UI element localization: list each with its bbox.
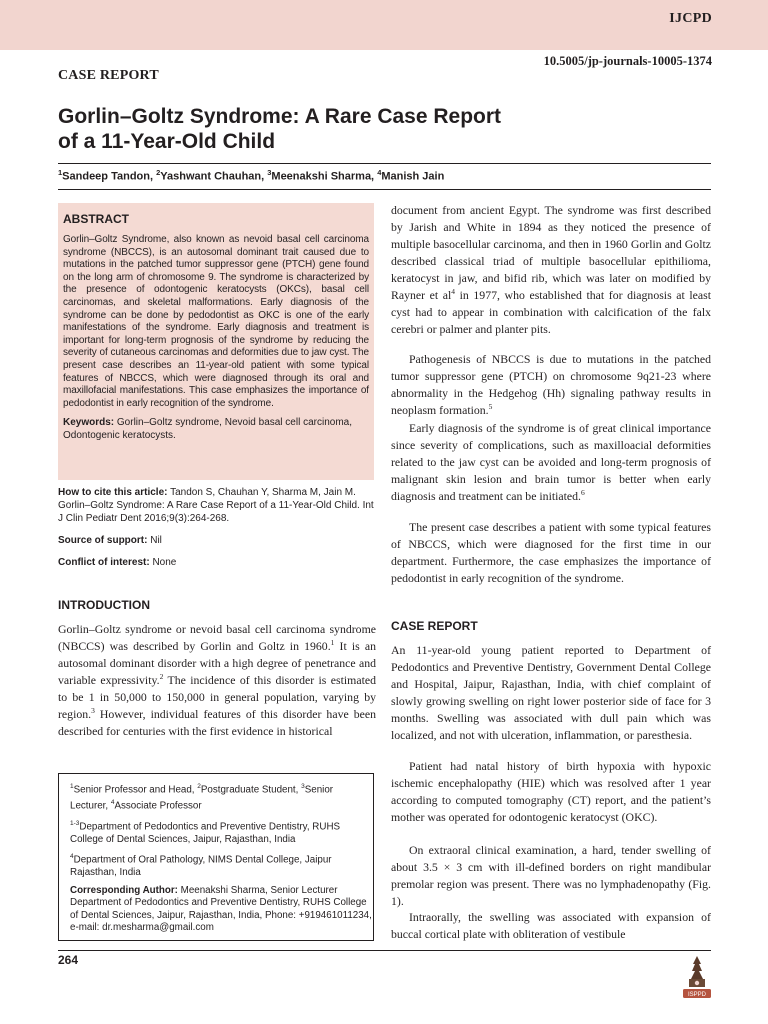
- affiliation-ruhs: [70, 818, 373, 846]
- abstract-text: Gorlin–Goltz Syndrome, also known as nevoid basal cell carcinoma syndrome (NBCCS), is an autosomal dominant trait caused due to mutations in the patched tumor suppressor gene (PTCH) gene found on the long arm of chromosome 9. The syndrome is characterized by the presence of odontogenic keratocysts (OKCs), basal cell carcinomas, and skeletal malformations. Early diagnosis of the syndrome can be done by pedodontist as OKC is one of the early manifestations of the syndrome. Early diagnosis and treatment is important for long-term prognosis of the syndrome by reducing the severity of cutaneous carcinomas and deformities due to jaw cyst. The present case describes an 11-year-old patient with some typical features of NBCCS, which were diagnosed through its oral and maxillofacial manifestations. This case emphasizes the importance of pedodontist in early recognition of the syndrome.: [63, 234, 369, 409]
- author-4-num: 4: [377, 168, 382, 177]
- corr-text: Meenakshi Sharma, Senior Lecturer Department of Pedodontics and Preventive Dentistry, RUHS College of Dental Sciences, Jaipur, Rajasthan, India, Phone: +919461011234, e-mail: dr.mesharma@gmail.com: [70, 884, 372, 934]
- aff-num-4b: 4: [70, 853, 74, 861]
- author-rule: [58, 189, 711, 190]
- author-3-num: 3: [267, 168, 272, 177]
- rc1-text-b: in 1977, who established that for diagnosis at least cyst had to appear in combination with calcification of the falx cerebri or palmer and planter pits.: [391, 288, 712, 336]
- support-label: Source of support:: [58, 535, 148, 546]
- abstract-heading: ABSTRACT: [63, 212, 129, 226]
- abstract-box: [58, 203, 374, 480]
- affiliation-nims: [70, 851, 373, 879]
- right-paragraph-1: [391, 202, 711, 338]
- rc4-text: The present case describes a patient with some typical features of NBCCS, which were diagnosed for the first time in our department. Furthermore, the case emphasizes the importance of pedodontist in early recognition of the syndrome.: [391, 520, 711, 585]
- aff-num-3: 3: [301, 783, 305, 790]
- doi[interactable]: 10.5005/jp-journals-10005-1374: [543, 54, 712, 68]
- citation-label: How to cite this article:: [58, 487, 168, 498]
- introduction-heading: INTRODUCTION: [58, 598, 150, 612]
- keywords: [63, 417, 369, 442]
- ref-6[interactable]: 6: [581, 488, 585, 498]
- keywords-text: Gorlin–Goltz syndrome, Nevoid basal cell carcinoma, Odontogenic keratocysts.: [63, 417, 353, 441]
- aff-role-1: Senior Professor and Head,: [73, 784, 198, 796]
- ref-2[interactable]: 2: [159, 672, 164, 682]
- rc6-text: Patient had natal history of birth hypoxia with hypoxic ischemic encephalopathy (HIE) which was resolved after 1 year according to computed tomography (CT) report, and the patient’s mother was operated for odontogenic keratocyst (OKC).: [391, 759, 711, 824]
- rc7-text: On extraoral clinical examination, a hard, tender swelling of about 3.5 × 3 cm with ill-defined borders on right mandibular premolar region was present. There was no lymphadenopathy (Fig. 1).: [391, 843, 711, 908]
- citation-text: Tandon S, Chauhan Y, Sharma M, Jain M. Gorlin–Goltz Syndrome: A Rare Case Report of a 11-Year-Old Child. Int J Clin Pediatr Dent 2016;9(3):264-268.: [58, 487, 374, 524]
- ref-3[interactable]: 3: [91, 706, 95, 716]
- conflict-of-interest: [58, 557, 176, 568]
- ref-5[interactable]: 5: [488, 402, 493, 412]
- logo-text: ISPPD: [687, 992, 707, 998]
- page-number: 264: [58, 953, 79, 967]
- author-1: Sandeep Tandon,: [62, 170, 157, 183]
- journal-header-band: [0, 0, 768, 50]
- aff-role-3: Senior Lecturer,: [70, 784, 334, 812]
- affiliations-box: [58, 773, 374, 941]
- rc1-text-a: document from ancient Egypt. The syndrome was first described by Jarish and White in 1894 as they noticed the presence of multiple basocellular carcinoma, and then in 1960 Gorlin and Goltz described classical triad of multiple basocellular epithilioma, keratocyst in jaw, and bifid rib, which was later on modified by Rayner et al: [391, 203, 711, 302]
- aff-nims-text: Department of Oral Pathology, NIMS Dental College, Jaipur Rajasthan, India: [70, 854, 332, 879]
- source-of-support: [58, 535, 162, 546]
- author-2: Yashwant Chauhan,: [160, 170, 268, 183]
- ref-1[interactable]: 1: [330, 638, 335, 648]
- right-paragraph-2: [391, 351, 711, 419]
- rc2-text: Pathogenesis of NBCCS is due to mutations in the patched tumor suppressor gene (PTCH) on chromosome 9q21-23 where abnormality in the Hedgehog (Hh) signaling pathway results in neoplasm formation.: [391, 352, 711, 417]
- aff-num-1: 1: [70, 783, 74, 790]
- author-4: Manish Jain: [381, 170, 445, 183]
- intro-text-b: It is an autosomal dominant disorder with a high degree of penetrance and variable expressivity.: [58, 639, 376, 687]
- aff-role-4: Associate Professor: [114, 800, 202, 812]
- rc8-text: Intraorally, the swelling was associated with expansion of buccal cortical plate with obliteration of vestibule: [391, 910, 711, 941]
- case-paragraph-4: [391, 909, 711, 943]
- case-report-heading: CASE REPORT: [391, 619, 478, 633]
- support-value: Nil: [147, 535, 162, 546]
- rc3-text: Early diagnosis of the syndrome is of great clinical importance since severity of complications, such as maxilloacial deformities related to the jaw cyst can be avoided and long-term prognosis of malignant skin lesion and brain tumor is better when early diagnosis and treatment can be initiated.: [391, 421, 711, 503]
- article-type-label: CASE REPORT: [58, 68, 159, 83]
- conflict-value: None: [149, 557, 177, 568]
- citation: [58, 486, 378, 525]
- title-line-1: Gorlin–Goltz Syndrome: A Rare Case Report: [58, 105, 502, 128]
- ref-4[interactable]: 4: [451, 287, 456, 297]
- article-title: [58, 104, 578, 154]
- journal-name: IJCPD: [669, 11, 712, 26]
- corr-label: Corresponding Author:: [70, 884, 178, 896]
- intro-text-d: However, individual features of this disorder have been described for centuries with the first evidence in historical: [58, 707, 376, 738]
- right-paragraph-3: [391, 420, 711, 505]
- right-paragraph-4: [391, 519, 711, 587]
- author-1-num: 1: [58, 168, 63, 177]
- case-paragraph-1: [391, 642, 711, 744]
- author-3: Meenakshi Sharma,: [271, 170, 378, 183]
- case-paragraph-3: [391, 842, 711, 910]
- case-paragraph-2: [391, 758, 711, 826]
- aff-num-1-3: 1-3: [70, 819, 80, 827]
- rc5-text: An 11-year-old young patient reported to Department of Pedodontics and Preventive Dentistry, Government Dental College and Hospital, Jaipur, Rajasthan, India, with chief complaint of slowly growing swelling on right lower posterior side of face for 3 months. Swelling was associated with dull pain which was localized, and not with ulceration, inflammation, or paresthesia.: [391, 643, 711, 742]
- aff-num-4: 4: [110, 798, 115, 806]
- intro-text-a: Gorlin–Goltz syndrome or nevoid basal cell carcinoma syndrome (NBCCS) was described by Gorlin and Goltz in 1960.: [58, 622, 376, 653]
- title-rule: [58, 163, 711, 164]
- footer-rule: [58, 950, 711, 951]
- author-2-num: 2: [156, 168, 161, 177]
- intro-text-c: The incidence of this disorder is estimated to be 1 in 50,000 to 150,000 in general population, varying by region.: [58, 673, 376, 721]
- affiliation-roles: [70, 781, 373, 813]
- introduction-paragraph: [58, 621, 376, 740]
- title-line-2: of a 11-Year-Old Child: [58, 130, 276, 153]
- author-list: [58, 166, 444, 184]
- society-logo-icon: [680, 954, 714, 1000]
- conflict-label: Conflict of interest:: [58, 557, 150, 568]
- corresponding-author: [70, 885, 373, 935]
- aff-role-2: Postgraduate Student,: [200, 784, 302, 796]
- aff-ruhs-text: Department of Pedodontics and Preventive Dentistry, RUHS College of Dental Sciences, Jaipur, Rajasthan, India: [70, 820, 341, 845]
- keywords-label: Keywords:: [63, 417, 115, 429]
- aff-num-2: 2: [197, 783, 201, 790]
